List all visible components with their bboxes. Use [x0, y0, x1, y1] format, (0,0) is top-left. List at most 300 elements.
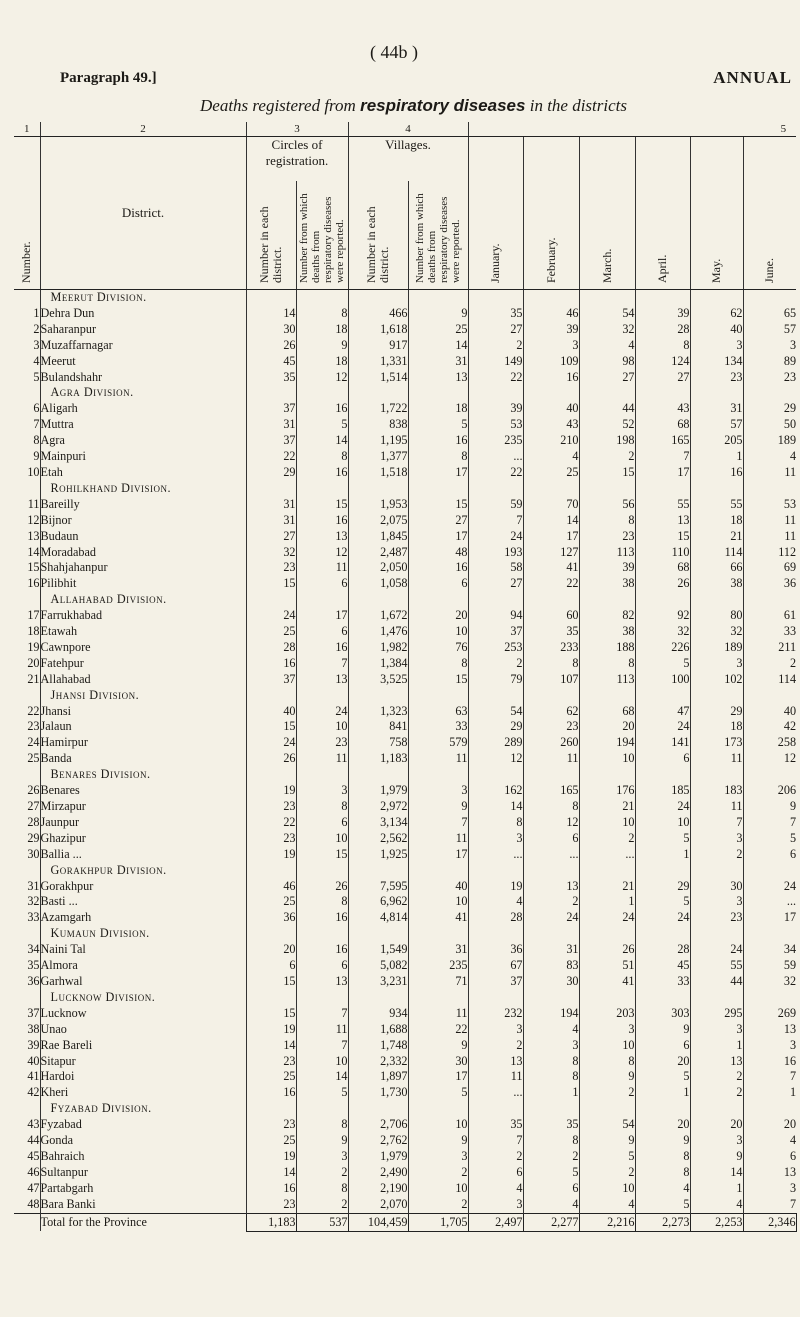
row-number: 34 — [27, 942, 40, 957]
table-row — [14, 370, 796, 386]
cell-value: 3 — [468, 831, 523, 847]
cell-value: 8 — [635, 338, 690, 354]
cell-value: 41 — [408, 910, 468, 926]
cell-value: 8 — [296, 894, 348, 910]
cell-value: 8 — [523, 1069, 579, 1085]
district-name: Pilibhit — [40, 576, 246, 592]
cell-value: 14 — [246, 1038, 296, 1054]
row-number: 1 — [33, 305, 40, 320]
cell-value: 17 — [408, 847, 468, 863]
cell-value: 917 — [348, 338, 408, 354]
cell-value: 5 — [408, 1085, 468, 1101]
district-name: Etawah — [40, 624, 246, 640]
cell-value: 8 — [296, 799, 348, 815]
cell-value: 56 — [579, 497, 635, 513]
cell-value: 16 — [246, 656, 296, 672]
cell-value: 20 — [743, 1117, 796, 1133]
cell-value: 4 — [523, 449, 579, 465]
cell-value: 29 — [690, 704, 743, 720]
cell-value: 16 — [246, 1085, 296, 1101]
cell-value: 206 — [743, 783, 796, 799]
table-row — [14, 1022, 796, 1038]
division-header-row — [14, 290, 796, 306]
table-row — [14, 576, 796, 592]
cell-value: 1,183 — [348, 751, 408, 767]
cell-value: 3,525 — [348, 672, 408, 688]
cell-value: 18 — [296, 354, 348, 370]
district-name: Jalaun — [40, 719, 246, 735]
cell-value: 235 — [468, 433, 523, 449]
row-number: 4 — [33, 353, 40, 368]
cell-value: 24 — [579, 910, 635, 926]
district-name: Benares — [40, 783, 246, 799]
cell-value: 210 — [523, 433, 579, 449]
district-name: Banda — [40, 751, 246, 767]
cell-value: 15 — [246, 719, 296, 735]
section-heading: ANNUAL — [713, 68, 792, 87]
cell-value: 94 — [468, 608, 523, 624]
cell-value: 758 — [348, 735, 408, 751]
cell-value: 16 — [296, 910, 348, 926]
cell-value: 16 — [296, 401, 348, 417]
cell-value: 1,195 — [348, 433, 408, 449]
district-name: Partabgarh — [40, 1181, 246, 1197]
cell-value: 1,979 — [348, 783, 408, 799]
table-row — [14, 751, 796, 767]
district-name: Farrukhabad — [40, 608, 246, 624]
district-name: Jhansi — [40, 704, 246, 720]
cell-value: 110 — [635, 545, 690, 561]
cell-value: 10 — [635, 815, 690, 831]
cell-value: 1 — [635, 847, 690, 863]
district-name: Gorakhpur — [40, 879, 246, 895]
division-header-row — [14, 481, 796, 497]
cell-value: 253 — [468, 640, 523, 656]
cell-value: 98 — [579, 354, 635, 370]
cell-value: 29 — [468, 719, 523, 735]
district-header: District. — [40, 137, 246, 290]
cell-value: 42 — [743, 719, 796, 735]
cell-value: 24 — [296, 704, 348, 720]
cell-value: 10 — [579, 815, 635, 831]
cell-value: 24 — [246, 735, 296, 751]
cell-value: 466 — [348, 306, 408, 322]
cell-value: 44 — [579, 401, 635, 417]
row-number: 38 — [27, 1021, 40, 1036]
cell-value: 226 — [635, 640, 690, 656]
row-number: 37 — [27, 1005, 40, 1020]
cell-value: 3 — [743, 1038, 796, 1054]
cell-value: 3 — [523, 1038, 579, 1054]
row-number: 13 — [27, 528, 40, 543]
cell-value: 28 — [468, 910, 523, 926]
division-name: Rohilkhand Division. — [40, 481, 246, 497]
division-name: Lucknow Division. — [40, 990, 246, 1006]
division-header-row — [14, 767, 796, 783]
cell-value: 3 — [690, 894, 743, 910]
cell-value: 24 — [690, 942, 743, 958]
cell-value: 13 — [523, 879, 579, 895]
cell-value: 27 — [468, 576, 523, 592]
cell-value: 30 — [690, 879, 743, 895]
villages-count-header: Number in each district. — [364, 206, 391, 283]
cell-value: 235 — [408, 958, 468, 974]
cell-value: 6 — [523, 831, 579, 847]
cell-value: 303 — [635, 1006, 690, 1022]
cell-value: 19 — [468, 879, 523, 895]
cell-value: 11 — [743, 529, 796, 545]
row-number: 46 — [27, 1164, 40, 1179]
cell-value: 23 — [690, 370, 743, 386]
cell-value: 43 — [523, 417, 579, 433]
cell-value: 13 — [743, 1022, 796, 1038]
cell-value: 12 — [296, 545, 348, 561]
cell-value: 10 — [579, 1181, 635, 1197]
cell-value: 165 — [635, 433, 690, 449]
cell-value: ... — [468, 449, 523, 465]
cell-value: 17 — [408, 1069, 468, 1085]
table-row — [14, 560, 796, 576]
cell-value: 9 — [579, 1133, 635, 1149]
cell-value: 9 — [408, 1133, 468, 1149]
cell-value: 7 — [296, 1038, 348, 1054]
cell-value: 51 — [579, 958, 635, 974]
cell-value: 11 — [408, 831, 468, 847]
cell-value: 29 — [246, 465, 296, 481]
villages-group-header: Villages. — [348, 137, 468, 182]
cell-value: 8 — [579, 1054, 635, 1070]
table-row — [14, 354, 796, 370]
respiratory-deaths-table — [14, 122, 797, 1232]
cell-value: 9 — [579, 1069, 635, 1085]
cell-value: 2 — [468, 656, 523, 672]
row-number: 30 — [27, 846, 40, 861]
cell-value: 4 — [579, 1197, 635, 1213]
cell-value: 16 — [408, 433, 468, 449]
cell-value: 2 — [579, 449, 635, 465]
cell-value: 15 — [296, 497, 348, 513]
cell-value: 50 — [743, 417, 796, 433]
district-name: Basti ... — [40, 894, 246, 910]
cell-value: 48 — [408, 545, 468, 561]
cell-value: 76 — [408, 640, 468, 656]
table-row — [14, 942, 796, 958]
district-name: Shahjahanpur — [40, 560, 246, 576]
cell-value: 40 — [743, 704, 796, 720]
row-number: 14 — [27, 544, 40, 559]
row-number: 5 — [33, 369, 40, 384]
total-value: 1,183 — [246, 1213, 296, 1231]
cell-value: 22 — [468, 370, 523, 386]
cell-value: 8 — [296, 1181, 348, 1197]
cell-value: 71 — [408, 974, 468, 990]
district-name: Cawnpore — [40, 640, 246, 656]
row-number: 7 — [33, 417, 40, 432]
total-label: Total for the Province — [40, 1213, 246, 1231]
cell-value: 18 — [690, 719, 743, 735]
cell-value: 63 — [408, 704, 468, 720]
division-header-row — [14, 926, 796, 942]
cell-value: 2 — [690, 847, 743, 863]
cell-value: 3 — [296, 1149, 348, 1165]
cell-value: 11 — [408, 1006, 468, 1022]
cell-value: 4 — [743, 449, 796, 465]
cell-value: 6 — [523, 1181, 579, 1197]
cell-value: 9 — [408, 306, 468, 322]
row-number: 19 — [27, 639, 40, 654]
division-header-row — [14, 863, 796, 879]
cell-value: 185 — [635, 783, 690, 799]
cell-value: 3 — [743, 1181, 796, 1197]
cell-value: 45 — [635, 958, 690, 974]
cell-value: 24 — [635, 799, 690, 815]
cell-value: 6 — [743, 1149, 796, 1165]
cell-value: 1,549 — [348, 942, 408, 958]
cell-value: 17 — [743, 910, 796, 926]
cell-value: 30 — [408, 1054, 468, 1070]
cell-value: 21 — [690, 529, 743, 545]
district-name: Garhwal — [40, 974, 246, 990]
cell-value: 3 — [690, 1022, 743, 1038]
cell-value: 31 — [523, 942, 579, 958]
district-name: Naini Tal — [40, 942, 246, 958]
cell-value: 26 — [635, 576, 690, 592]
total-value: 2,346 — [743, 1213, 796, 1231]
row-number: 21 — [27, 671, 40, 686]
cell-value: 83 — [523, 958, 579, 974]
cell-value: 11 — [690, 751, 743, 767]
cell-value: 53 — [468, 417, 523, 433]
cell-value: 52 — [579, 417, 635, 433]
district-name: Etah — [40, 465, 246, 481]
cell-value: 176 — [579, 783, 635, 799]
cell-value: 211 — [743, 640, 796, 656]
cell-value: 1,672 — [348, 608, 408, 624]
villages-reported-header: Number from which deaths from respiratory diseases were reported. — [414, 193, 462, 283]
cell-value: 18 — [408, 401, 468, 417]
cell-value: 838 — [348, 417, 408, 433]
row-number: 27 — [27, 799, 40, 813]
cell-value: 295 — [690, 1006, 743, 1022]
cell-value: 102 — [690, 672, 743, 688]
cell-value: 26 — [246, 338, 296, 354]
cell-value: 16 — [296, 640, 348, 656]
cell-value: 8 — [635, 1149, 690, 1165]
row-number: 23 — [27, 719, 40, 734]
district-name: Budaun — [40, 529, 246, 545]
cell-value: 2 — [468, 1038, 523, 1054]
total-value: 537 — [296, 1213, 348, 1231]
cell-value: 5 — [523, 1165, 579, 1181]
row-number: 36 — [27, 973, 40, 988]
table-row — [14, 465, 796, 481]
cell-value: 2,075 — [348, 513, 408, 529]
division-header-row — [14, 385, 796, 401]
cell-value: 30 — [246, 322, 296, 338]
cell-value: 4 — [690, 1197, 743, 1213]
cell-value: 7 — [743, 1197, 796, 1213]
table-row — [14, 799, 796, 815]
cell-value: ... — [743, 894, 796, 910]
cell-value: 62 — [523, 704, 579, 720]
row-number: 6 — [33, 401, 40, 416]
cell-value: 70 — [523, 497, 579, 513]
cell-value: 65 — [743, 306, 796, 322]
cell-value: 25 — [523, 465, 579, 481]
table-row — [14, 1149, 796, 1165]
cell-value: 1 — [635, 1085, 690, 1101]
cell-value: 46 — [246, 879, 296, 895]
cell-value: 8 — [635, 1165, 690, 1181]
table-row — [14, 1181, 796, 1197]
cell-value: 36 — [468, 942, 523, 958]
cell-value: 6 — [408, 576, 468, 592]
division-header-row — [14, 990, 796, 1006]
total-row — [14, 1213, 796, 1231]
row-number: 16 — [27, 576, 40, 591]
cell-value: 109 — [523, 354, 579, 370]
cell-value: 7 — [468, 513, 523, 529]
cell-value: 2 — [579, 1085, 635, 1101]
cell-value: 189 — [743, 433, 796, 449]
total-value: 2,273 — [635, 1213, 690, 1231]
cell-value: 35 — [246, 370, 296, 386]
table-row — [14, 608, 796, 624]
cell-value: 32 — [743, 974, 796, 990]
table-row — [14, 338, 796, 354]
table-row — [14, 1117, 796, 1133]
cell-value: 3 — [468, 1197, 523, 1213]
row-number: 8 — [33, 433, 40, 448]
cell-value: 11 — [296, 751, 348, 767]
cell-value: 32 — [579, 322, 635, 338]
cell-value: 31 — [246, 497, 296, 513]
cell-value: 40 — [690, 322, 743, 338]
district-name: Lucknow — [40, 1006, 246, 1022]
cell-value: 14 — [246, 306, 296, 322]
cell-value: 37 — [246, 433, 296, 449]
cell-value: 19 — [246, 1149, 296, 1165]
cell-value: 6 — [296, 624, 348, 640]
cell-value: 22 — [246, 815, 296, 831]
cell-value: 8 — [296, 1117, 348, 1133]
total-value: 2,253 — [690, 1213, 743, 1231]
cell-value: 13 — [743, 1165, 796, 1181]
table-row — [14, 672, 796, 688]
cell-value: 57 — [743, 322, 796, 338]
cell-value: 27 — [579, 370, 635, 386]
cell-value: 67 — [468, 958, 523, 974]
table-row — [14, 513, 796, 529]
district-name: Allahabad — [40, 672, 246, 688]
cell-value: 28 — [246, 640, 296, 656]
cell-value: 9 — [743, 799, 796, 815]
row-number: 18 — [27, 624, 40, 639]
cell-value: 2 — [523, 894, 579, 910]
district-name: Gonda — [40, 1133, 246, 1149]
cell-value: 35 — [523, 1117, 579, 1133]
cell-value: 11 — [743, 465, 796, 481]
row-number: 25 — [27, 751, 40, 766]
cell-value: 2,972 — [348, 799, 408, 815]
table-row — [14, 1133, 796, 1149]
cell-value: 4 — [523, 1022, 579, 1038]
cell-value: 2 — [408, 1165, 468, 1181]
cell-value: 3 — [579, 1022, 635, 1038]
cell-value: 4 — [523, 1197, 579, 1213]
table-row — [14, 704, 796, 720]
cell-value: 16 — [296, 465, 348, 481]
cell-value: 193 — [468, 545, 523, 561]
cell-value: 12 — [523, 815, 579, 831]
table-row — [14, 640, 796, 656]
table-row — [14, 322, 796, 338]
cell-value: 40 — [246, 704, 296, 720]
cell-value: 68 — [635, 560, 690, 576]
division-name: Kumaun Division. — [40, 926, 246, 942]
cell-value: 16 — [246, 1181, 296, 1197]
cell-value: 173 — [690, 735, 743, 751]
cell-value: 23 — [743, 370, 796, 386]
cell-value: 934 — [348, 1006, 408, 1022]
cell-value: 17 — [408, 529, 468, 545]
cell-value: 13 — [635, 513, 690, 529]
cell-value: 10 — [579, 1038, 635, 1054]
cell-value: 2,490 — [348, 1165, 408, 1181]
cell-value: 8 — [296, 449, 348, 465]
cell-value: 20 — [579, 719, 635, 735]
cell-value: 55 — [690, 958, 743, 974]
cell-value: 25 — [246, 894, 296, 910]
cell-value: 2 — [468, 1149, 523, 1165]
table-row — [14, 1038, 796, 1054]
cell-value: 3 — [743, 338, 796, 354]
row-number: 32 — [27, 894, 40, 909]
cell-value: 10 — [296, 1054, 348, 1070]
cell-value: 1,979 — [348, 1149, 408, 1165]
cell-value: 6 — [296, 815, 348, 831]
district-name: Unao — [40, 1022, 246, 1038]
row-number: 41 — [27, 1069, 40, 1084]
cell-value: 1,982 — [348, 640, 408, 656]
cell-value: 10 — [408, 624, 468, 640]
district-name: Jaunpur — [40, 815, 246, 831]
row-number: 9 — [33, 449, 40, 464]
cell-value: 23 — [296, 735, 348, 751]
cell-value: 203 — [579, 1006, 635, 1022]
group-header-row: Number. District. Circles of registration. Villages. January. February. March. April. May. June. — [14, 137, 796, 182]
cell-value: 2,190 — [348, 1181, 408, 1197]
cell-value: 127 — [523, 545, 579, 561]
cell-value: 41 — [579, 974, 635, 990]
cell-value: 11 — [296, 1022, 348, 1038]
table-row — [14, 417, 796, 433]
table-row — [14, 449, 796, 465]
table-row — [14, 433, 796, 449]
table-row — [14, 306, 796, 322]
cell-value: 12 — [743, 751, 796, 767]
cell-value: 80 — [690, 608, 743, 624]
cell-value: 14 — [408, 338, 468, 354]
cell-value: 15 — [408, 497, 468, 513]
cell-value: 23 — [579, 529, 635, 545]
cell-value: 1,384 — [348, 656, 408, 672]
cell-value: 1,514 — [348, 370, 408, 386]
cell-value: 16 — [408, 560, 468, 576]
cell-value: 31 — [246, 417, 296, 433]
cell-value: 92 — [635, 608, 690, 624]
cell-value: 107 — [523, 672, 579, 688]
